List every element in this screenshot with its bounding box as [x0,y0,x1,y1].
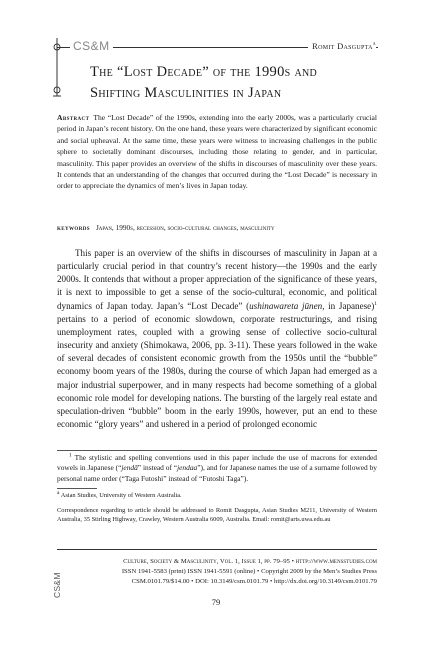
pubinfo-line-3: CSM.0101.79/$14.00 • DOI: 10.3149/csm.0101.79 • http://dx.doi.org/10.3149/csm.0101.79 [131,578,377,585]
footnote-text: ” instead of “ [137,463,178,473]
body-paragraph [57,247,377,431]
publication-info [71,557,377,587]
running-author-name: Romit Dasgupta [312,41,373,51]
body-text-run: pertains to a period of economic slowdown, corporate restructurings, and rising unemployment rates, coupled with a growing sense of collective socio-cultural insecurity and anxiety (Shimokawa, 2006, pp. 3-11). These years followed in the wake of several decades of consistent economic growth from the 1950s until the “bubble” economy boom years of the 1980s, during the course of which Japan had emerged as a major industrial superpower, and in many respects had become something of a global economic role model for developing nations. The bursting of the largely real estate and speculation-driven “bubble” boom in the early 1990s, however, put an end to these economic “glory years” and ushered in a period of prolonged economic [57,313,377,430]
journal-mark: CS&M [70,39,113,53]
affiliation-text: Asian Studies, University of Western Australia. [59,492,182,499]
bottom-rule [57,549,377,550]
keywords-label: keywords [57,223,90,232]
running-author-sup: a [372,41,376,48]
affiliation-rule [57,488,97,489]
abstract [57,112,377,192]
abstract-text: The “Lost Decade” of the 1990s, extending into the early 2000s, was a particularly crucial period in Japan’s recent history. On the one hand, these years were characterized by significant economic and social upheaval. At the same time, these years were witness to increasing challenges in the public sphere to societally dominant discourses, including those relating to gender, and in particular, masculinity. This paper provides an overview of the shifts in discourses of masculinity over these years. It contends that an understanding of the changes that occurred during the “Lost Decade” is necessary in order to appreciate the dynamics of men’s lives in Japan today. [57,113,377,191]
body-italic-term: ushinawareta jūnen [249,300,323,311]
keywords [57,222,377,233]
header-ornament [50,34,64,100]
affiliation-sup: a [57,489,60,496]
keywords-text: Japan, 1990s, recession, socio-cultural changes, masculinity [95,223,275,232]
footnote-italic: jendā [121,463,138,473]
footnote-italic: jendaa [177,463,198,473]
running-author [308,41,376,51]
footnote-marker: 1 [374,300,377,307]
page-number: 79 [211,597,221,607]
article-title [90,62,390,104]
body-text [57,247,377,431]
author-affiliation [57,491,377,500]
body-text-run: , in Japanese) [322,300,375,311]
title-line-2: Shifting Masculinities in Japan [90,85,282,101]
side-journal-mark: CS&M [52,572,62,598]
footnote-number: 1 [69,452,72,459]
title-line-1: The “Lost Decade” of the 1990s and [90,64,318,80]
footnote-text: The stylistic and spelling conventions used in this paper include the use of macrons for extended vowels in Japanese (“ [57,453,377,473]
body-text-run: This paper is an overview of the shifts in discourses of masculinity in Japan at a particularly crucial period in that country’s recent history—the 1990s and the early 2000s. It contends that without a proper appreciation of the significance of these years, it is next to impossible to get a sense of the socio-cultural, economic, and political dynamics of Japan today. Japan’s “Lost Decade” ( [57,248,377,311]
footnote [57,453,377,484]
correspondence-note: Correspondence regarding to article should be addressed to Romit Dasgupta, Asian Studies M211, University of Western Australia, 35 Stirling Highway, Crawley, Western Australia 6009, Australia. Email: romit@arts.uwa.edu.au [57,507,377,524]
footnote-rule [57,450,377,451]
abstract-label: Abstract [57,113,90,122]
footnote-text: ”), and for Japanese names the use of a surname followed by personal name order (“Taga Futoshi” instead of “Futoshi Taga”). [57,463,377,483]
footnote-paragraph [57,453,377,484]
pubinfo-line-1: Culture, Society & Masculinity, Vol. 1, Issue 1, pp. 79–95 • http://www.mensstudies.com [123,558,377,565]
pubinfo-line-2: ISSN 1941-5583 (print) ISSN 1941-5591 (online) • Copyright 2009 by the Men’s Studies Press [121,568,377,575]
